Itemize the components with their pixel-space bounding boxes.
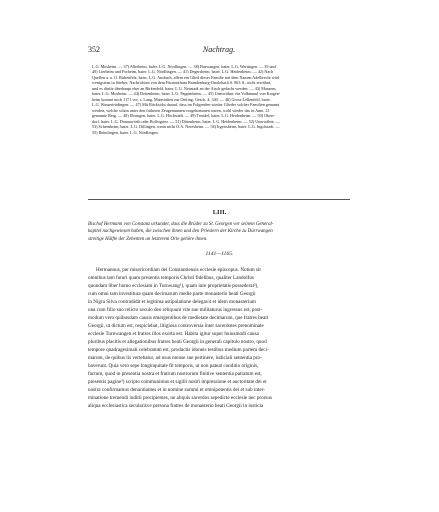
body-line: minatione tremendi iuditii precipientes, ne aliquis sacerdos sepedicte ecclesie nec prorsus (88, 395, 272, 401)
body-line: pluribus placitis et allegationibus fratres beati Georgii in generali capitulo nostro, quod (88, 339, 267, 345)
document-body (88, 266, 350, 410)
body-line: tempore quadragesimali celebratum est, productis idoneis testibus medium partem deci- (88, 347, 269, 353)
body-line: modum vero quibusdam causis emergentibus de medietate decimarum, que fratres beati (88, 315, 269, 321)
summary-line: kapitel nachgewiesen haben, die zwischen ihnen und den Priestern der Kirche zu Dürrwangen (88, 229, 273, 235)
footnote-line: 40) Lierheim und Forheim, baier. L.G. Nördlingen. — 41) Degersheim, baier. L.G. Heidenheim. — 42) Nach (92, 69, 274, 75)
summary-line: streitige Hälfte der Zehenten an letzterem Orte gehöre ihnen. (88, 236, 208, 242)
footnote-line: baier. L.G. Mosheim. — 44) Dettenheim, baier. L.G. Pappenheim. — 45) Unerwähnt; ein Volkmund von Kragen- (92, 91, 281, 97)
body-line: omnibus tam futuri quam presentis temporis Christi fidelibus, qualiter Landolfus (88, 275, 254, 281)
body-line: in Nigra Silva contradidit et legitima astipulatione delegavit et idem monasterium (88, 299, 256, 305)
body-line: presentis pagine³) scripto communimus et sigilli nostri impressione et auctoritate dei et (88, 379, 267, 385)
running-title: Nachtrag. (202, 45, 236, 54)
footnote-line: heim kommt noch 1171 vor, s. Lang, Materialien zur Oetting. Gesch. 4, 340. — 46) Gross-Lellenfeld, baier. (92, 96, 271, 102)
page-header (88, 45, 350, 57)
body-line: baverunt. Quia vero sepe longinquitate fit temporis, ut non pateat conditio originis, (88, 363, 259, 369)
section-divider (88, 199, 350, 200)
footnote-line: 55) Reimlingen, baier. L.G. Nördlingen. (92, 129, 159, 135)
footnote-line: 53) Schernheim, baier. L.G. Dillingen, wenn nicht O.A. Neresheim. — 54) Irgertsheim, baier. L.G. Ingolstadt. — (92, 124, 280, 130)
summary-line: Bischof Hermann von Constanz urkundet, dass die Brüder zu St. Georgen vor seinem General- (88, 222, 274, 227)
footnote-line: genannte Berg. — 48) Ebsingen, baier. L.G. Höchstädt. — 49) Trendel, baier. L.G. Heidenheim. — 50) Oberr- (92, 113, 276, 119)
footnote-line: dorf, baier. L.G. Donauwörth oder Bollstgriez. — 51) Dittenheim, baier. L.G. Heidenheim. — 52) Unerwähnt. — (92, 118, 280, 124)
footnote-line: Quellen a. a. O. Birkenfelz, baier. L.G. Ansbach, allein ein Glied dieser Familie mit dem Namen Adelbrecht wird (92, 74, 280, 80)
footnote-line: werden, welche schon unter den früheren Zeugennamen vorgekommen waren, wohl wieder das in Anm. 21 (92, 107, 270, 113)
body-line: marum, de quibus lis vertebatur, ad usus mense sue pertinere, iudiciali sententia pro- (88, 355, 262, 361)
body-line: nostra confirmamus denuntiantes et in nomine summi et omnipotentis dei et sub inter- (88, 387, 265, 393)
body-line: factum, quod in presentia nostra et fratrum nostrorum finitive sententia patratum est, (88, 371, 262, 377)
body-line: ecclesie Turnwangen et fratres illos exorta est. Habita igitur super huiusmodi causa (88, 331, 259, 337)
footnote-line: L.G. Wassertrüdingen. — 47) Mit Rücksicht darauf, dass im Folgenden wieder Glieder solcher Familien genannt (92, 102, 280, 108)
body-line: una cum filio suo relicto seculo deo reliquum vite sue militaturus ingressus est, post- (88, 307, 263, 313)
document-number: LIII. (212, 209, 227, 216)
footnote-line: L.G. Mosheim. — 37) Allerheim, baier. L.G. Nördlingen. — 38) Burwangen, baier. L.G. Wertingen. — 39 und (92, 64, 276, 69)
body-line: quondam liber homo ecclesiam in Turnwang¹), quam iure proprietatis possederat²), (88, 283, 259, 289)
footnote-line: und es dürfte überhaupt eher an Birkenfeld, baier. L.G. Neustadt an der Aisch gedacht werden. — 43) Maasern, (92, 85, 277, 91)
document-summary (88, 221, 350, 243)
body-line: Georgii, ut dictum est, respiciebat, litigiosa controversia inter sacerdotes prenominate (88, 323, 264, 329)
document-date: 1141—1165. (205, 251, 234, 257)
page-number: 352 (88, 45, 100, 54)
footnotes-block (92, 64, 352, 135)
footnote-line: wenigstens in Stieber, Nachrichten von dem Fürstenthum Brandenburg-Onolzbach S. 863 ff., nicht erwähnt, (92, 80, 271, 86)
body-line: aliqua ecclesiastica secularisve persona fratres de monasterio beati Georgii in iusticia (88, 403, 264, 409)
body-line: Hermannus, per misericordiam dei Constantiensis ecclesie episcopus. Notum sit (96, 267, 261, 273)
body-line: cum omni tam investitura quam decimarum medie parte monasterio beati Georgii (88, 291, 256, 297)
